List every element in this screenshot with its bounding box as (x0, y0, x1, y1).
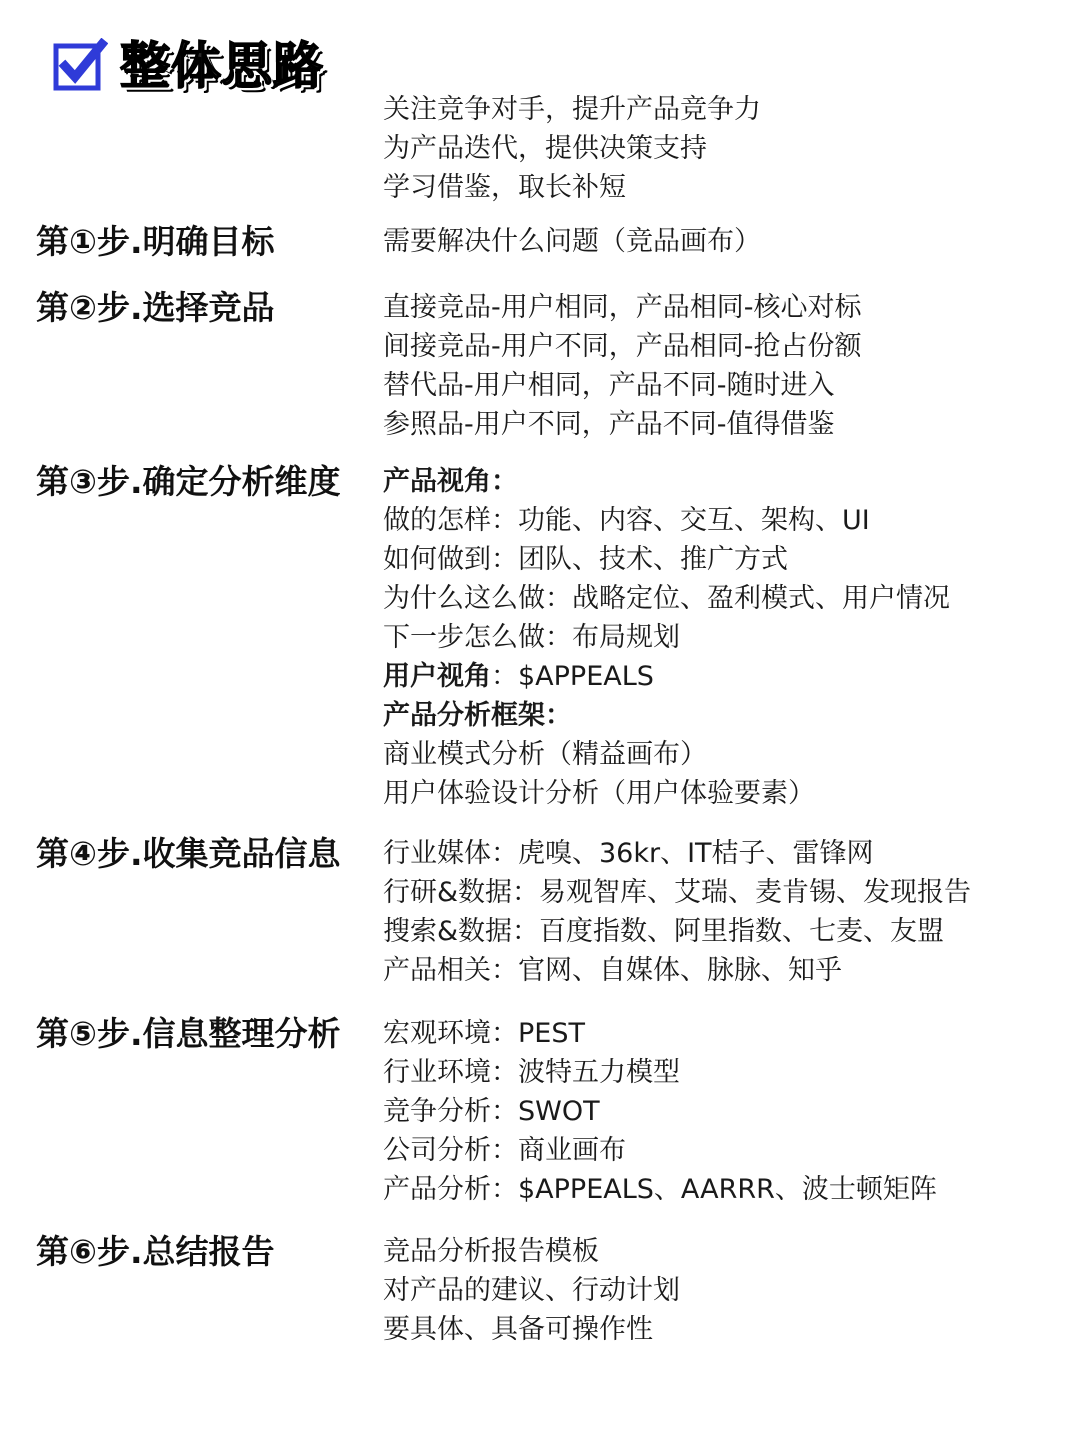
step-title: 第③步.确定分析维度 (36, 462, 341, 501)
section-heading: 产品分析框架： (383, 700, 572, 731)
section-heading: 用户视角 (383, 661, 491, 692)
step-body (383, 1232, 680, 1349)
step-line: 产品分析：$APPEALS、AARRR、波士顿矩阵 (383, 1174, 937, 1205)
step-body (383, 288, 862, 444)
step-line: 间接竞品-用户不同，产品相同-抢占份额 (383, 331, 862, 362)
step-line: 用户体验设计分析（用户体验要素） (383, 778, 815, 809)
intro-line: 关注竞争对手，提升产品竞争力 (383, 94, 761, 125)
step-line: 直接竞品-用户相同，产品相同-核心对标 (383, 292, 862, 323)
step-title: 第②步.选择竞品 (36, 288, 275, 327)
step-title: 第⑤步.信息整理分析 (36, 1014, 341, 1053)
step-line: 商业模式分析（精益画布） (383, 739, 707, 770)
step-line: 行业媒体：虎嗅、36kr、IT桔子、雷锋网 (383, 838, 874, 869)
step-line: 需要解决什么问题（竞品画布） (383, 226, 761, 257)
step-line: 要具体、具备可操作性 (383, 1314, 653, 1345)
step-body (383, 1014, 937, 1209)
step-line: 公司分析：商业画布 (383, 1135, 626, 1166)
step-line: 做的怎样：功能、内容、交互、架构、UI (383, 505, 870, 536)
step-line: 替代品-用户相同，产品不同-随时进入 (383, 370, 835, 401)
step-line: 对产品的建议、行动计划 (383, 1275, 680, 1306)
step-line-value: ：$APPEALS (491, 661, 654, 692)
step-line (383, 657, 950, 696)
step-title: 第⑥步.总结报告 (36, 1232, 275, 1271)
checkbox-checked-icon (52, 38, 108, 94)
intro-section (383, 90, 761, 207)
step-line: 为什么这么做：战略定位、盈利模式、用户情况 (383, 583, 950, 614)
step-line: 竞品分析报告模板 (383, 1236, 599, 1267)
step-line: 如何做到：团队、技术、推广方式 (383, 544, 788, 575)
page-title: 整体思路 (120, 37, 324, 95)
step-line: 行业环境：波特五力模型 (383, 1057, 680, 1088)
step-line: 宏观环境：PEST (383, 1018, 585, 1049)
step-body (383, 834, 971, 990)
step-title: 第①步.明确目标 (36, 222, 275, 261)
step-line: 搜索&数据：百度指数、阿里指数、七麦、友盟 (383, 916, 945, 947)
step-title: 第④步.收集竞品信息 (36, 834, 341, 873)
step-line: 产品相关：官网、自媒体、脉脉、知乎 (383, 955, 842, 986)
section-heading: 产品视角： (383, 466, 518, 497)
step-line: 参照品-用户不同，产品不同-值得借鉴 (383, 409, 835, 440)
step-body (383, 222, 761, 261)
step-line: 竞争分析：SWOT (383, 1096, 600, 1127)
step-body (383, 462, 950, 813)
intro-line: 为产品迭代，提供决策支持 (383, 133, 707, 164)
page-header (52, 34, 324, 98)
step-line: 行研&数据：易观智库、艾瑞、麦肯锡、发现报告 (383, 877, 972, 908)
step-line: 下一步怎么做：布局规划 (383, 622, 680, 653)
intro-line: 学习借鉴，取长补短 (383, 172, 626, 203)
